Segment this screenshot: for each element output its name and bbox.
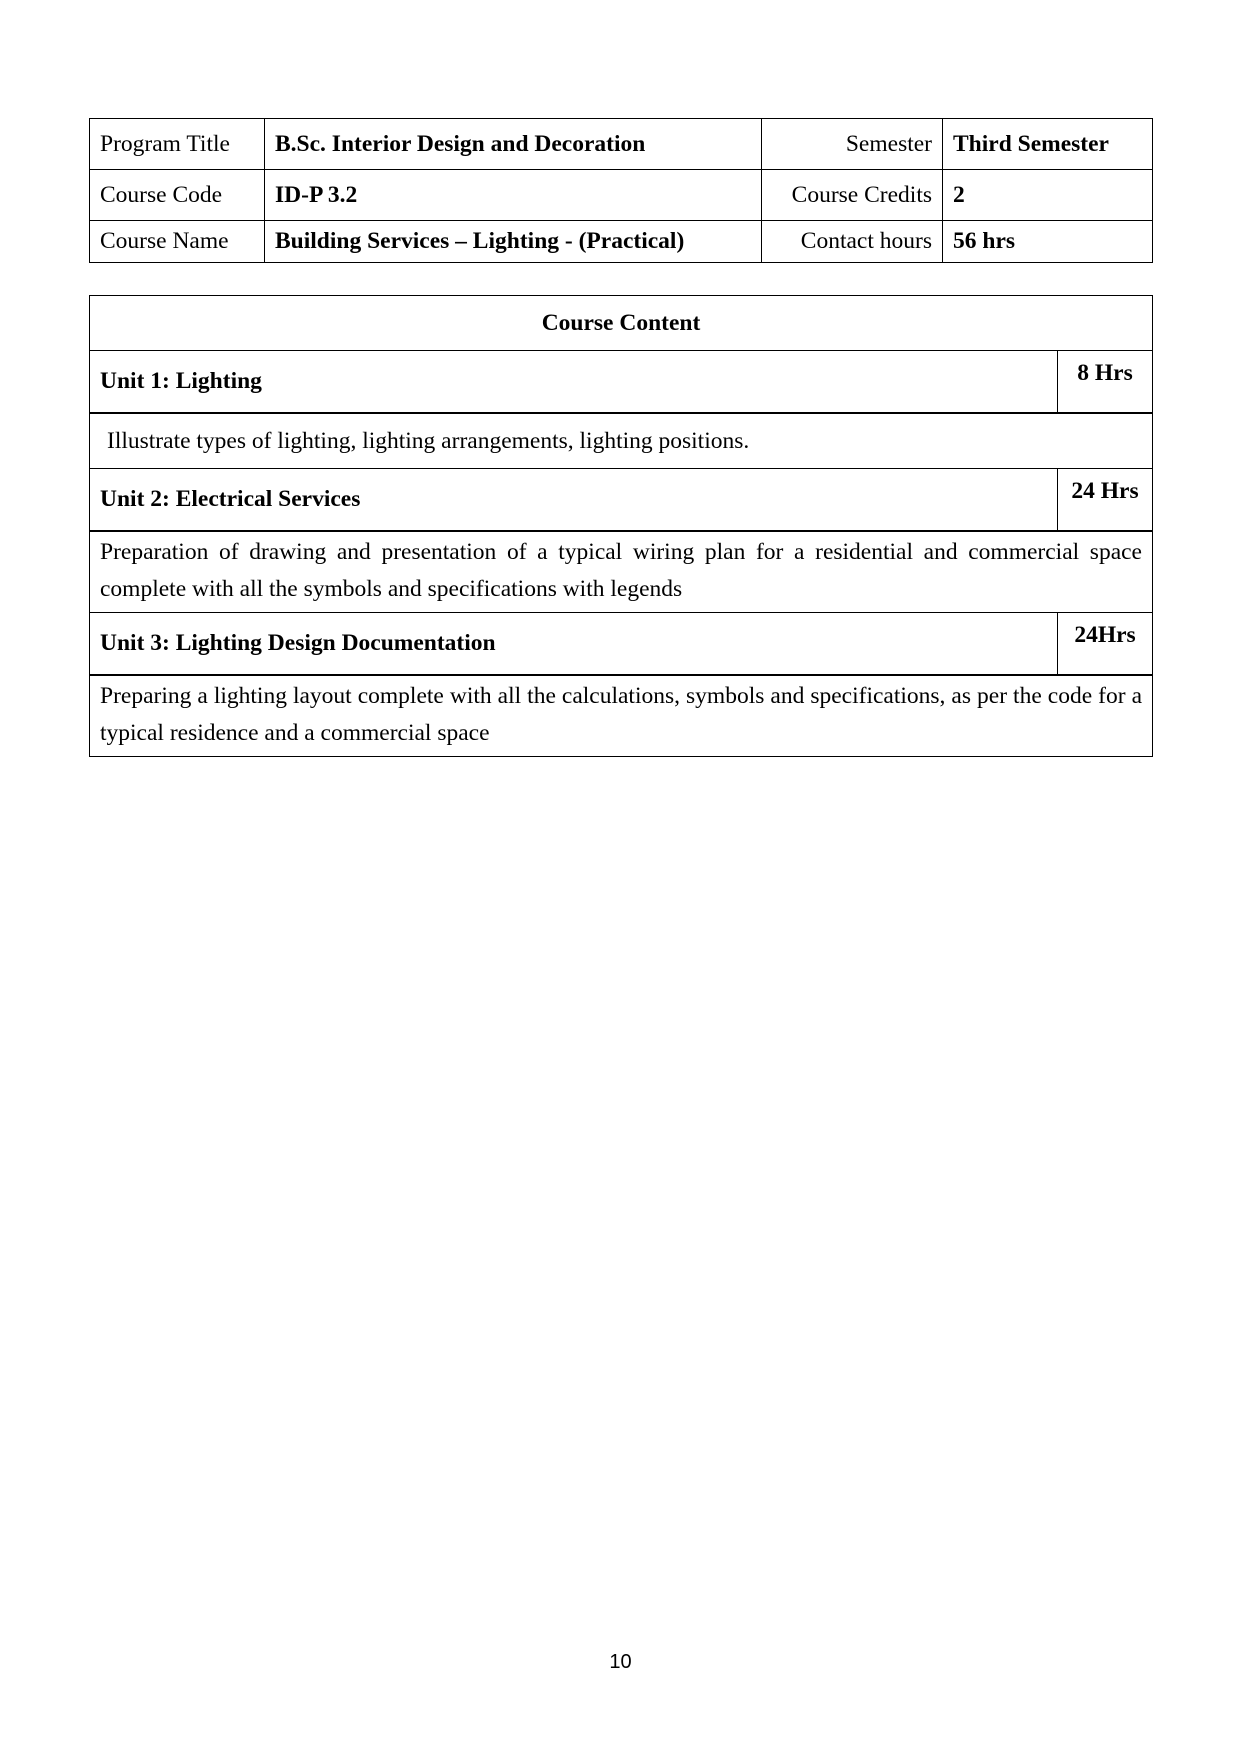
course-content-heading: Course Content [90, 296, 1153, 351]
unit-1-row [90, 351, 1153, 414]
course-name-label: Course Name [90, 221, 265, 263]
unit-2-row [90, 469, 1153, 532]
info-row-code [90, 170, 1153, 221]
course-credits-label: Course Credits [762, 170, 943, 221]
course-name-value: Building Services – Lighting - (Practical) [265, 221, 762, 263]
unit-3-title: Unit 3: Lighting Design Documentation [90, 613, 1058, 676]
unit-1-description: Illustrate types of lighting, lighting arrangements, lighting positions. [90, 413, 1153, 469]
unit-1-description-row [90, 413, 1153, 469]
unit-2-description: Preparation of drawing and presentation of a typical wiring plan for a residential and commercial space complete with all the symbols and specifications with legends [90, 531, 1153, 613]
page-number: 10 [609, 1651, 632, 1673]
semester-value: Third Semester [943, 119, 1153, 170]
program-title-label: Program Title [90, 119, 265, 170]
info-row-name [90, 221, 1153, 263]
unit-2-title: Unit 2: Electrical Services [90, 469, 1058, 532]
contact-hours-label: Contact hours [762, 221, 943, 263]
course-code-value: ID-P 3.2 [265, 170, 762, 221]
unit-3-row [90, 613, 1153, 676]
unit-2-hours: 24 Hrs [1058, 469, 1153, 532]
semester-label: Semester [762, 119, 943, 170]
course-content-table [89, 295, 1153, 757]
course-content-heading-row [90, 296, 1153, 351]
course-credits-value: 2 [943, 170, 1153, 221]
unit-3-description: Preparing a lighting layout complete with all the calculations, symbols and specifications, as per the code for a typical residence and a commercial space [90, 675, 1153, 757]
unit-1-hours: 8 Hrs [1058, 351, 1153, 414]
unit-1-title: Unit 1: Lighting [90, 351, 1058, 414]
program-title-value: B.Sc. Interior Design and Decoration [265, 119, 762, 170]
info-row-program [90, 119, 1153, 170]
unit-3-description-row [90, 675, 1153, 757]
course-code-label: Course Code [90, 170, 265, 221]
contact-hours-value: 56 hrs [943, 221, 1153, 263]
unit-2-description-row [90, 531, 1153, 613]
unit-3-hours: 24Hrs [1058, 613, 1153, 676]
course-info-table [89, 118, 1153, 263]
